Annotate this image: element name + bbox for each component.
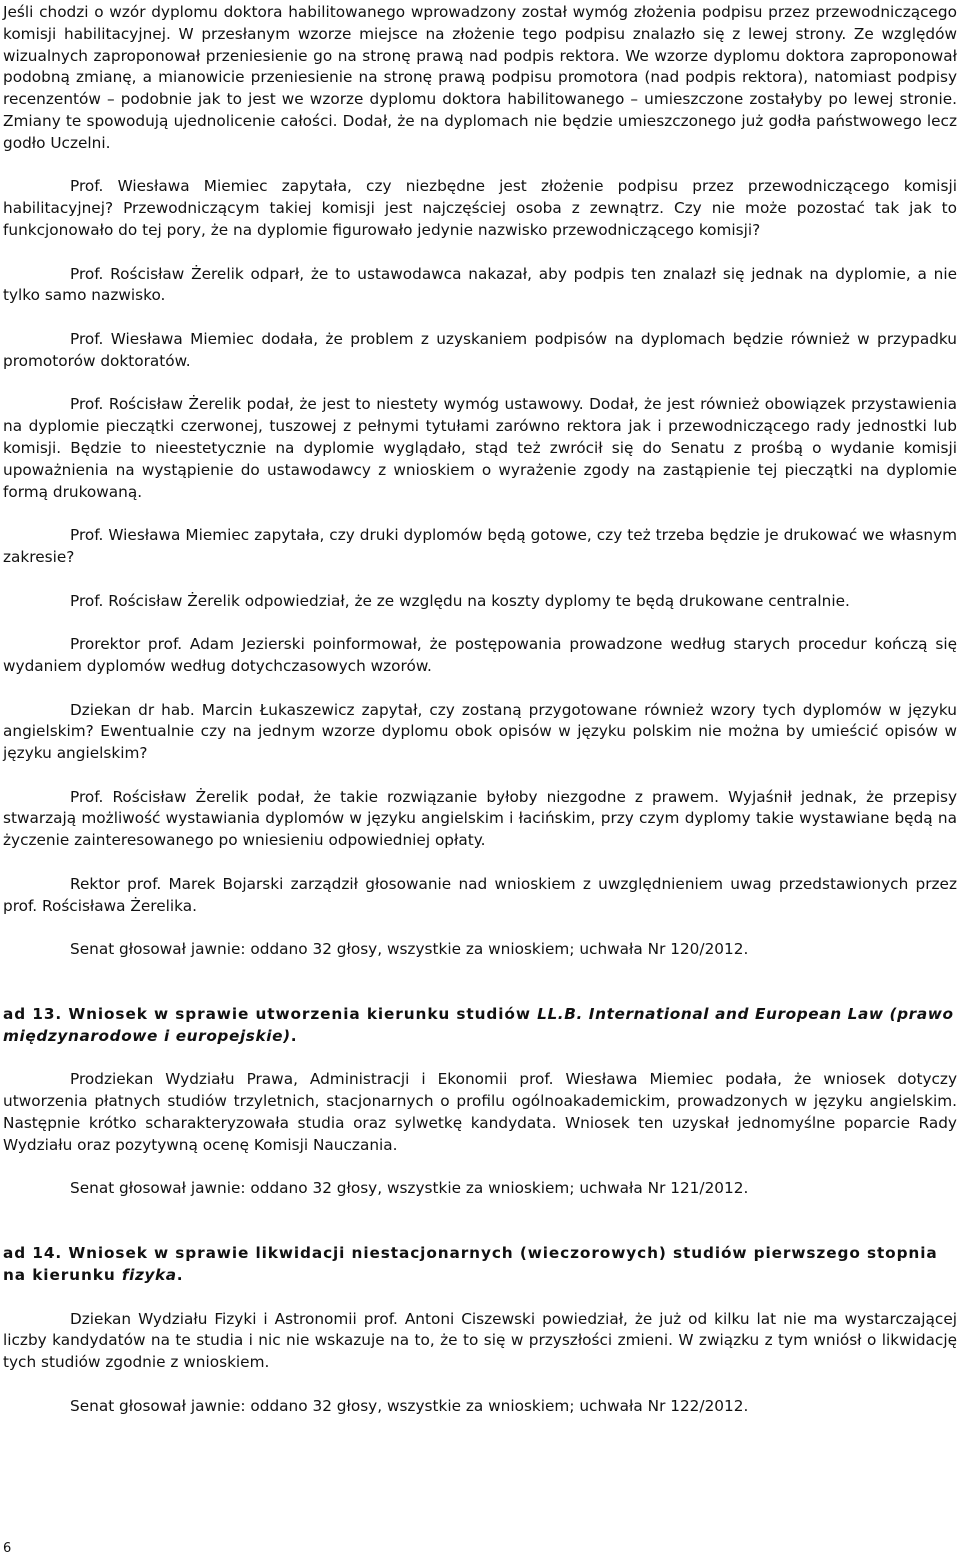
paragraph-zerelik-reply-2: Prof. Rościsław Żerelik podał, że jest to niestety wymóg ustawowy. Dodał, że jest również obowiązek przystawienia na dyplomie pieczątki czerwonej, tuszowej z pełnymi tytułami zarówno rektora jak i przewodniczącego rady jednostki lub komisji. Będzie to nieestetycznie na dyplomie wyglądało, stąd też zwrócił się do Senatu z prośbą o wydanie komisji upoważnienia na wystąpienie do ustawodawcy z wnioskiem o wyrażenie zgody na zastąpienie tej pieczątki na dyplomie formą drukowaną.: [3, 395, 957, 501]
paragraph-section-13-description: Prodziekan Wydziału Prawa, Administracji i Ekonomii prof. Wiesława Miemiec podała, że wniosek dotyczy utworzenia płatnych studiów trzyletnich, stacjonarnych o profilu ogólnoakademickim, prowadzonych w języku angielskim. Następnie krótko scharakteryzowała studia oraz sylwetkę kandydata. Wniosek ten uzyskał jednomyślne poparcie Rady Wydziału oraz pozytywną ocenę Komisji Nauczania.: [3, 1070, 957, 1154]
paragraph-zerelik-reply-3: Prof. Rościsław Żerelik odpowiedział, że ze względu na koszty dyplomy te będą drukowane centralnie.: [70, 591, 850, 610]
paragraph-bojarski-vote: Rektor prof. Marek Bojarski zarządził głosowanie nad wnioskiem z uwzględnieniem uwag przedstawionych przez prof. Rościsława Żerelika.: [3, 874, 957, 915]
paragraph-zerelik-reply-1: Prof. Rościsław Żerelik odparł, że to ustawodawca nakazał, aby podpis ten znalazł się jednak na dyplomie, a nie tylko samo nazwisko.: [3, 264, 957, 305]
paragraph-zerelik-reply-4: Prof. Rościsław Żerelik podał, że takie rozwiązanie byłoby niezgodne z prawem. Wyjaśnił jednak, że przepisy stwarzają możliwość wystawiania dyplomów w języku angielskim i łacińskim, przy czym dyplomy takie wystawiane będą na życzenie zainteresowanego po wniesieniu odpowiedniej opłaty.: [3, 787, 957, 850]
paragraph-miemiec-question-1: Prof. Wiesława Miemiec zapytała, czy niezbędne jest złożenie podpisu przez przewodniczącego komisji habilitacyjnej? Przewodniczącym takiej komisji jest najczęściej osoba z zewnątrz. Czy nie może pozostać tak jak to funkcjonowało do tej pory, że na dyplomie figurowało jedynie nazwisko przewodniczącego komisji?: [3, 177, 957, 239]
paragraph-section-14-description: Dziekan Wydziału Fizyki i Astronomii prof. Antoni Ciszewski powiedział, że już od kilku lat nie ma wystarczającej liczby kandydatów na te studia i nic nie wskazuje na to, że to się w przyszłości zmieni. W związku z tym wniósł o likwidację tych studiów zgodnie z wnioskiem.: [3, 1309, 957, 1372]
vote-result-122: Senat głosował jawnie: oddano 32 głosy, wszystkie za wnioskiem; uchwała Nr 122/2012.: [70, 1396, 749, 1415]
paragraph-miemiec-question-2: Prof. Wiesława Miemiec zapytała, czy druki dyplomów będą gotowe, czy też trzeba będzie je drukować we własnym zakresie?: [3, 526, 957, 566]
section-13-heading-italic: LL.B. International and European Law (prawo międzynarodowe i europejskie): [3, 1005, 954, 1045]
paragraph-miemiec-remark: Prof. Wiesława Miemiec dodała, że problem z uzyskaniem podpisów na dyplomach będzie również w przypadku promotorów doktoratów.: [3, 329, 957, 370]
section-14-heading-end: .: [176, 1266, 184, 1285]
paragraph-diploma-templates: Jeśli chodzi o wzór dyplomu doktora habilitowanego wprowadzony został wymóg złożenia podpisu przez przewodniczącego komisji habilitacyjnej. W przesłanym wzorze miejsce na złożenie tego podpisu znalazło się z lewej strony. Ze względów wizualnych zaproponował przeniesienie go na stronę prawą nad podpis rektora. We wzorze dyplomu doktora zaproponował podobną zmianę, a mianowicie przeniesienie na stronę prawą podpisu promotora (nad podpis rektora), natomiast podpisy recenzentów – podobnie jak to jest we wzorze dyplomu doktora habilitowanego – umieszczone zostałyby po lewej stronie. Zmiany te spowodują ujednolicenie całości. Dodał, że na dyplomach nie będzie umieszczonego już godła państwowego lecz godło Uczelni.: [3, 3, 957, 152]
section-heading-13: [3, 1004, 957, 1048]
section-14-heading-text: ad 14. Wniosek w sprawie likwidacji niestacjonarnych (wieczorowych) studiów pierwszego stopnia na kierunku: [3, 1244, 938, 1285]
section-heading-14: [3, 1243, 957, 1287]
section-13-heading-text: ad 13. Wniosek w sprawie utworzenia kierunku studiów: [3, 1005, 538, 1024]
vote-result-121: Senat głosował jawnie: oddano 32 głosy, wszystkie za wnioskiem; uchwała Nr 121/2012.: [70, 1179, 749, 1198]
paragraph-lukaszewicz: Dziekan dr hab. Marcin Łukaszewicz zapytał, czy zostaną przygotowane również wzory tych dyplomów w języku angielskim? Ewentualnie czy na jednym wzorze dyplomu obok opisów w języku polskim nie można by umieścić opisów w języku angielskim?: [3, 700, 957, 763]
section-14-heading-italic: fizyka: [121, 1266, 177, 1285]
section-13-heading-end: .: [290, 1026, 298, 1045]
vote-result-120: Senat głosował jawnie: oddano 32 głosy, wszystkie za wnioskiem; uchwała Nr 120/2012.: [70, 940, 749, 959]
page-number: 6: [3, 1541, 12, 1556]
page-content: [3, 2, 957, 1418]
paragraph-jezierski: Prorektor prof. Adam Jezierski poinformował, że postępowania prowadzone według starych procedur kończą się wydaniem dyplomów według dotychczasowych wzorów.: [3, 635, 957, 675]
